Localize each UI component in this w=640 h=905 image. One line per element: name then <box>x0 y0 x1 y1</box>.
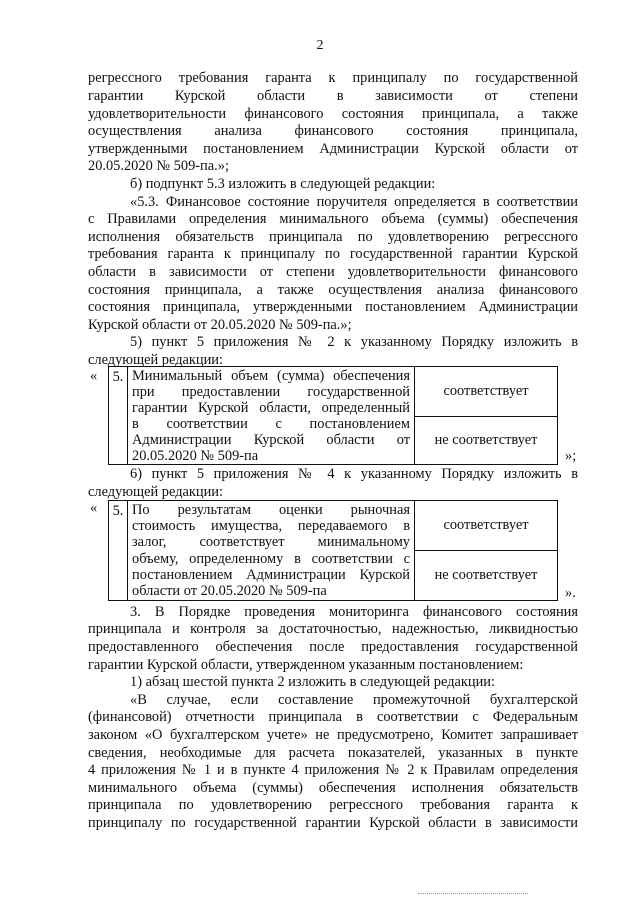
text-line: «5.3. Финансовое состояние поручителя определяется в соответствии <box>130 194 578 210</box>
text-line: (финансовой) отчетности принципала в соответствии с Федеральным <box>88 709 578 725</box>
cell-line: в соответствии с постановлением <box>132 416 410 432</box>
text-line: минимального объема (суммы) обеспечения исполнения обязательств <box>88 780 578 796</box>
text-line: 6) пункт 5 приложения № 4 к указанному Порядку изложить в <box>130 466 578 482</box>
text-line: следующей редакции: <box>88 352 223 368</box>
cell-line: залог, соответствует минимальному <box>132 534 410 550</box>
cell-line: Минимальный объем (сумма) обеспечения <box>132 368 410 384</box>
cell-line: при предоставлении государственной <box>132 384 410 400</box>
text-line: сведения, необходимые для расчета показателей, указанных в пункте <box>88 745 578 761</box>
text-line: требования гаранта к принципалу по государственной гарантии Курской <box>88 246 578 262</box>
cell-line: постановлением Администрации Курской <box>132 567 410 583</box>
text-line: принципалу по государственной гарантии Курской области в зависимости <box>88 815 578 831</box>
status-no: не соответствует <box>415 417 558 465</box>
table-criterion-cell <box>128 501 415 601</box>
text-line: регрессного требования гаранта к принципалу по государственной <box>88 70 578 86</box>
close-quote: »; <box>565 448 577 464</box>
text-line: гарантии Курской области, утвержденном указанным постановлением: <box>88 657 524 673</box>
status-yes: соответствует <box>415 367 558 417</box>
cell-line: гарантии Курской области, определенный <box>132 400 410 416</box>
text-line: 4 приложения № 1 и в пункте 4 приложения № 2 к Правилам определения <box>88 762 578 778</box>
table-appendix-2 <box>108 366 558 465</box>
cell-line: 20.05.2020 № 509-па <box>132 448 259 464</box>
text-line: Курской области от 20.05.2020 № 509-па.»; <box>88 317 352 333</box>
cell-line: По результатам оценки рыночная <box>132 502 410 518</box>
text-line: состояния принципала, утвержденными постановлением Администрации <box>88 299 578 315</box>
table-row-number: 5. <box>109 501 128 601</box>
close-quote: ». <box>565 585 576 601</box>
cell-line: Администрации Курской области от <box>132 432 410 448</box>
text-line: осуществления анализа финансового состояния принципала, <box>88 123 578 139</box>
open-quote: « <box>90 368 98 384</box>
text-line: области в зависимости от степени удовлетворительности финансового <box>88 264 578 280</box>
table-appendix-4 <box>108 500 558 601</box>
scan-artifact <box>418 893 528 897</box>
open-quote: « <box>90 500 98 516</box>
text-line: 20.05.2020 № 509-па.»; <box>88 158 229 174</box>
text-line: предоставленного обеспечения после предоставления государственной <box>88 639 578 655</box>
cell-line: области от 20.05.2020 № 509-па <box>132 583 327 599</box>
cell-line: стоимость имущества, передаваемого в <box>132 518 410 534</box>
text-line: состояния принципала, а также осуществления анализа финансового <box>88 282 578 298</box>
cell-line: объему, определенному в соответствии с <box>132 551 410 567</box>
text-line: принципала и контроля за достаточностью, надежностью, ликвидностью <box>88 621 578 637</box>
table-row-number: 5. <box>109 367 128 465</box>
text-line: 3. В Порядке проведения мониторинга финансового состояния <box>130 604 578 620</box>
status-yes: соответствует <box>415 501 558 551</box>
text-line: гарантии Курской области в зависимости от степени <box>88 88 578 104</box>
status-no: не соответствует <box>415 551 558 601</box>
text-line: удовлетворительности финансового состояния принципала, а также <box>88 106 578 122</box>
text-line: утвержденными постановлением Администрации Курской области от <box>88 141 578 157</box>
text-line: 5) пункт 5 приложения № 2 к указанному Порядку изложить в <box>130 334 578 350</box>
text-line: законом «О бухгалтерском учете» не предусмотрено, Комитет запрашивает <box>88 727 578 743</box>
text-line: с Правилами определения минимального объема (суммы) обеспечения <box>88 211 578 227</box>
item-b: б) подпункт 5.3 изложить в следующей редакции: <box>130 176 436 192</box>
page-number: 2 <box>316 38 324 53</box>
text-line: следующей редакции: <box>88 484 223 500</box>
text-line: принципала по удовлетворению регрессного требования гаранта к <box>88 797 578 813</box>
text-line: «В случае, если составление промежуточной бухгалтерской <box>130 692 578 708</box>
text-line: исполнения обязательств принципала по удовлетворению регрессного <box>88 229 578 245</box>
item-1: 1) абзац шестой пункта 2 изложить в следующей редакции: <box>130 674 496 690</box>
table-criterion-cell <box>128 367 415 465</box>
